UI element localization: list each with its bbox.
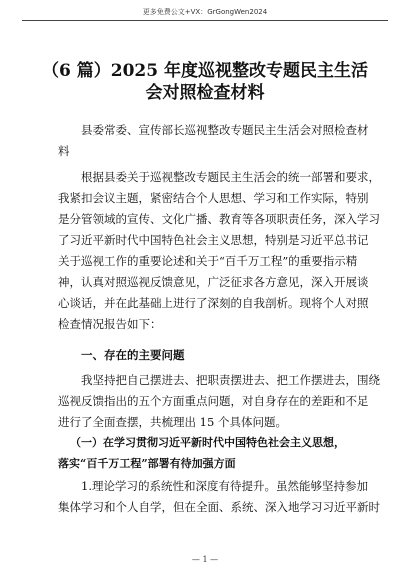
header-divider: [22, 20, 388, 21]
paragraph-line: 关于巡视工作的重要论述和关于“百千万工程”的重要指示精: [58, 254, 358, 268]
section-heading-text: 一、存在的主要问题: [81, 348, 185, 362]
paragraph-line: 我坚持把自己摆进去、把职责摆进去、把工作摆进去，围绕: [81, 373, 380, 387]
document-title-line: （6 篇）2025 年度巡视整改专题民主生活: [42, 61, 368, 81]
document-title-line: 会对照检查材料: [145, 83, 265, 103]
page-header: 更多免费公文+VX：GrGongWen2024: [142, 8, 268, 16]
paragraph-line: 是分管领域的宣传、文化广播、教育等各项职责任务，深入学习: [58, 212, 380, 226]
paragraph-line: 进行了全面查摆，共梳理出 15 个具体问题。: [58, 415, 287, 429]
paragraph-line: 我紧扣会议主题，紧密结合个人思想、学习和工作实际，特别: [58, 191, 369, 205]
section-heading: [58, 345, 358, 366]
page-number: — 1 —: [191, 555, 219, 564]
paragraph-line: 巡视反馈指出的五个方面重点问题，对自身存在的差距和不足: [58, 394, 369, 408]
subsection-heading-line: （一）在学习贯彻习近平新时代中国特色社会主义思想，: [70, 436, 345, 449]
subtitle-line: 县委常委、宣传部长巡视整改专题民主生活会对照检查材: [81, 123, 369, 137]
paragraph-line: 了习近平新时代中国特色社会主义思想，特别是习近平总书记: [58, 233, 369, 247]
intro-paragraph: [58, 167, 380, 335]
theory-paragraph: [58, 476, 380, 518]
paragraph-line: 1.理论学习的系统性和深度有待提升。虽然能够坚持参加: [81, 479, 368, 493]
subsection-heading: [58, 432, 358, 474]
subtitle-line: 料: [58, 144, 70, 158]
problems-paragraph: [58, 370, 380, 433]
document-subtitle: [58, 120, 369, 162]
paragraph-line: 神，认真对照巡视反馈意见，广泛征求各方意见，深入开展谈: [58, 275, 369, 289]
paragraph-line: 集体学习和个人自学，但在全面、系统、深入地学习习近平新时: [58, 500, 380, 514]
paragraph-line: 检查情况报告如下：: [58, 317, 162, 331]
paragraph-line: 根据县委关于巡视整改专题民主生活会的统一部署和要求，: [81, 170, 380, 184]
subsection-heading-line: 落实“百千万工程”部署有待加强方面: [58, 457, 236, 470]
document-title: [40, 60, 370, 104]
paragraph-line: 心谈话，并在此基础上进行了深刻的自我剖析。现将个人对照: [58, 296, 369, 310]
